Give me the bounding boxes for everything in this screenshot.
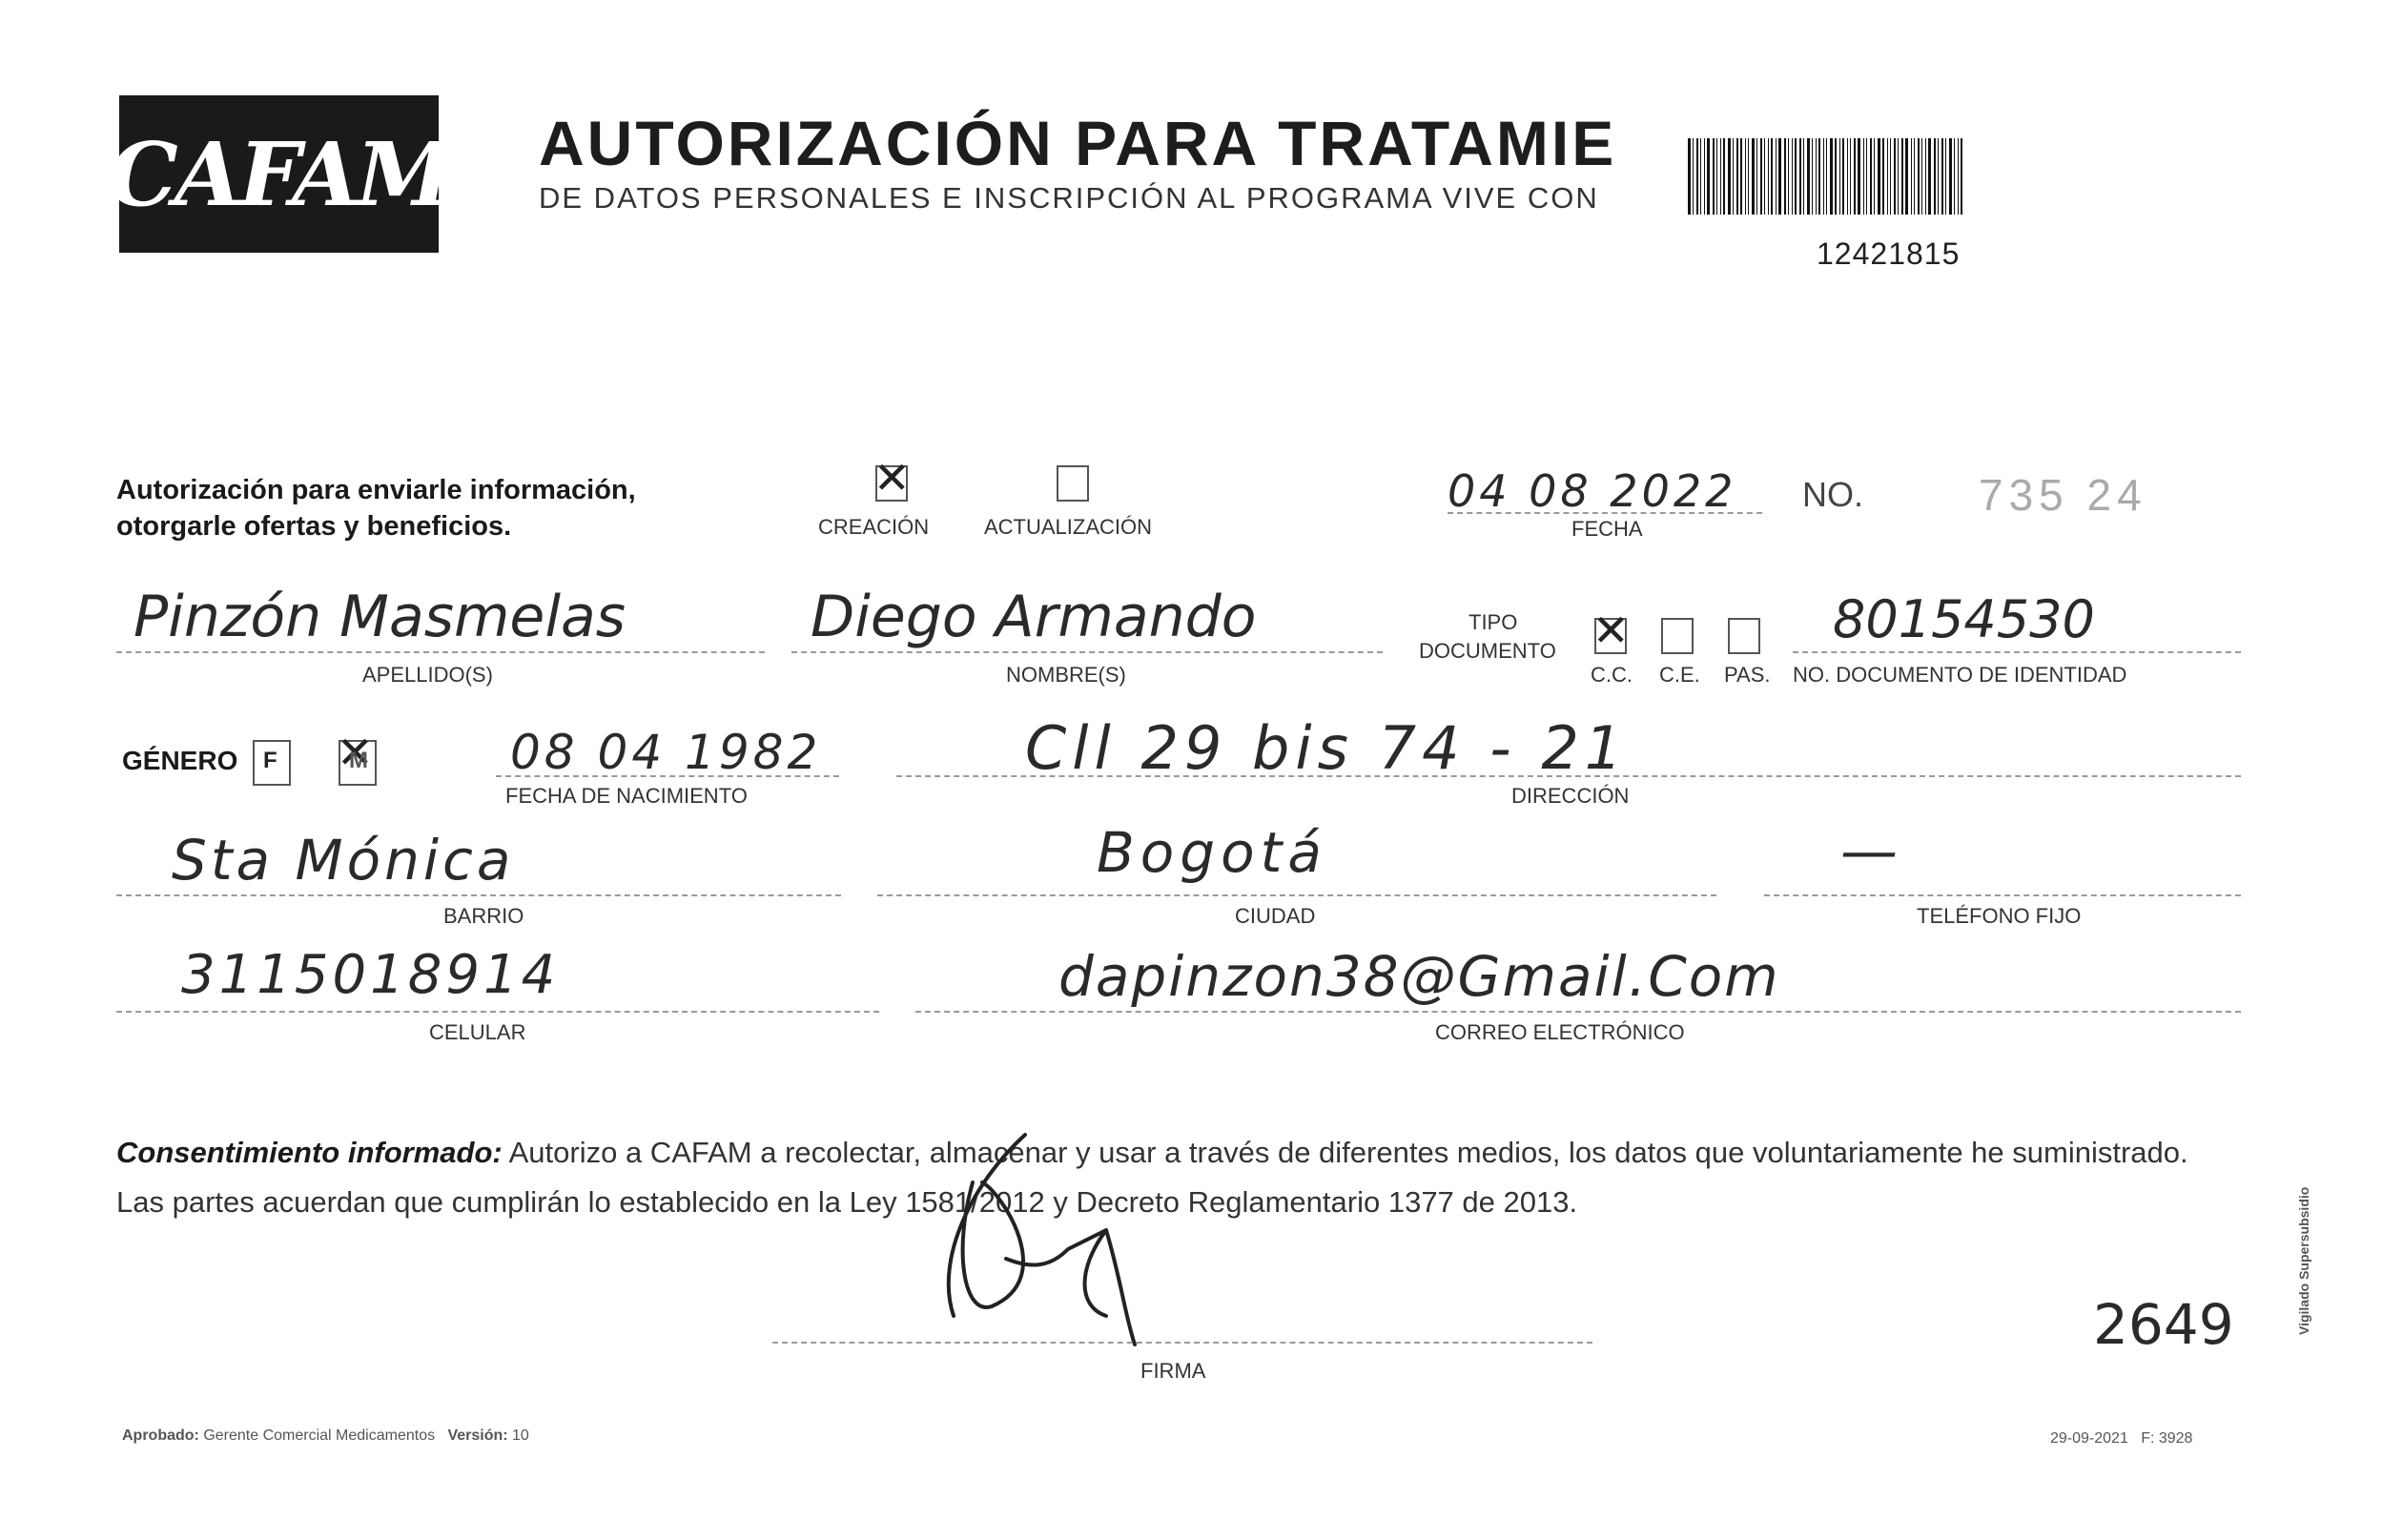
barcode-bar (1760, 138, 1762, 215)
barcode-bar (1847, 138, 1848, 215)
correo-label: CORREO ELECTRÓNICO (1435, 1020, 1685, 1044)
actualizacion-checkbox[interactable] (1057, 465, 1089, 502)
pas-checkbox[interactable] (1728, 618, 1760, 654)
barcode-bar (1878, 138, 1880, 215)
celular-label: CELULAR (429, 1020, 526, 1044)
barcode-bar (1941, 138, 1943, 215)
barcode-bar (1890, 138, 1891, 215)
barcode (1688, 138, 2079, 215)
barcode-bar (1788, 138, 1789, 215)
barcode-bar (1921, 138, 1922, 215)
barcode-bar (1733, 138, 1734, 215)
barcode-bar (1784, 138, 1786, 215)
barcode-bar (1736, 138, 1738, 215)
documento-rule (1793, 651, 2241, 653)
ciudad-value[interactable]: Bogotá (1097, 820, 1327, 885)
barcode-bar (1818, 138, 1820, 215)
form-code: F: 3928 (2141, 1430, 2193, 1447)
correo-rule (915, 1011, 2241, 1013)
barcode-bar (1792, 138, 1793, 215)
pas-label: PAS. (1724, 663, 1771, 687)
barcode-bar (1882, 138, 1884, 215)
actualizacion-label: ACTUALIZACIÓN (984, 515, 1153, 539)
tipo-label-1: TIPO (1468, 610, 1518, 634)
celular-value[interactable]: 3115018914 (181, 944, 560, 1006)
nombres-rule (791, 651, 1383, 653)
side-note: Vigilado Supersubsidio (2296, 1186, 2311, 1335)
nacimiento-rule (496, 775, 839, 777)
barcode-bar (1874, 138, 1875, 215)
barcode-bar (1716, 138, 1717, 215)
intro-line-1: Autorización para enviarle información, (116, 475, 636, 505)
barcode-bar (1768, 138, 1769, 215)
barrio-label: BARRIO (443, 904, 524, 928)
barcode-bar (1938, 138, 1939, 215)
barcode-bar (1958, 138, 1959, 215)
ce-label: C.E. (1659, 663, 1700, 687)
ciudad-rule (877, 894, 1716, 896)
barcode-bar (1839, 138, 1840, 215)
version-label: Versión: (447, 1427, 508, 1444)
genero-f-label: F (263, 748, 277, 773)
fecha-value[interactable]: 04 08 2022 (1448, 465, 1737, 517)
barcode-bar (1858, 138, 1860, 215)
creacion-label: CREACIÓN (818, 515, 930, 539)
barcode-bar (1854, 138, 1856, 215)
nacimiento-label: FECHA DE NACIMIENTO (505, 784, 748, 808)
apellidos-rule (116, 651, 765, 653)
intro-line-2: otorgarle ofertas y beneficios. (116, 511, 512, 542)
documento-value[interactable]: 80154530 (1833, 589, 2095, 649)
telefono-label: TELÉFONO FIJO (1917, 904, 2082, 928)
barrio-rule (116, 894, 841, 896)
barcode-bar (1934, 138, 1936, 215)
footer-left (122, 1427, 529, 1445)
barcode-bar (1803, 138, 1804, 215)
cc-checkbox[interactable] (1594, 618, 1627, 654)
barcode-bar (1696, 138, 1698, 215)
numero-label: NO. (1802, 475, 1864, 514)
barcode-bar (1807, 138, 1810, 215)
margin-note: 2649 (2093, 1292, 2234, 1357)
barcode-bar (1954, 138, 1955, 215)
barcode-bar (1688, 138, 1691, 215)
barcode-bar (1894, 138, 1896, 215)
direccion-label: DIRECCIÓN (1511, 784, 1630, 808)
barcode-bar (1795, 138, 1797, 215)
barcode-bar (1745, 138, 1746, 215)
aprobado-label: Aprobado: (122, 1427, 199, 1444)
documento-label: NO. DOCUMENTO DE IDENTIDAD (1793, 663, 2127, 687)
numero-value: 735 24 (1979, 470, 2147, 520)
barcode-bar (1870, 138, 1872, 215)
barcode-number: 12421815 (1817, 236, 1961, 271)
barcode-bar (1866, 138, 1867, 215)
genero-label: GÉNERO (122, 746, 238, 775)
barcode-bar (1961, 138, 1962, 215)
form-subtitle: DE DATOS PERSONALES E INSCRIPCIÓN AL PROGRAMA VIVE CON (539, 181, 1599, 215)
tipo-label-2: DOCUMENTO (1419, 639, 1556, 663)
apellidos-label: APELLIDO(S) (362, 663, 493, 687)
fecha-label: FECHA (1571, 517, 1643, 541)
barcode-bar (1887, 138, 1888, 215)
aprobado-value: Gerente Comercial Medicamentos (203, 1427, 436, 1444)
barcode-bar (1914, 138, 1915, 215)
creacion-checkbox[interactable] (875, 465, 908, 502)
barcode-bar (1945, 138, 1946, 215)
barcode-bar (1905, 138, 1908, 215)
barcode-bar (1700, 138, 1701, 215)
barcode-bar (1823, 138, 1824, 215)
barcode-bar (1740, 138, 1742, 215)
telefono-rule (1764, 894, 2241, 896)
direccion-value[interactable]: Cll 29 bis 74 - 21 (1025, 713, 1629, 783)
barcode-bar (1812, 138, 1813, 215)
barcode-bar (1704, 138, 1705, 215)
barcode-bar (1707, 138, 1710, 215)
barcode-bar (1778, 138, 1781, 215)
barcode-bar (1949, 138, 1952, 215)
intro-text (116, 472, 636, 544)
firma-label: FIRMA (1140, 1359, 1206, 1383)
telefono-value[interactable]: — (1840, 818, 1898, 885)
form-title: AUTORIZACIÓN PARA TRATAMIE (539, 108, 1617, 178)
barcode-bar (1816, 138, 1817, 215)
nombres-value[interactable]: Diego Armando (811, 584, 1257, 650)
logo-text: CAFAM (108, 122, 450, 226)
nacimiento-value[interactable]: 08 04 1982 (510, 725, 822, 780)
celular-rule (116, 1011, 879, 1013)
barcode-bar (1776, 138, 1777, 215)
date-code: 29-09-2021 (2050, 1430, 2128, 1447)
consent-heading: Consentimiento informado: (116, 1136, 503, 1169)
barcode-bar (1723, 138, 1725, 215)
barcode-bar (1693, 138, 1694, 215)
version-value: 10 (512, 1427, 529, 1444)
barcode-bar (1898, 138, 1899, 215)
barcode-bar (1713, 138, 1715, 215)
nombres-label: NOMBRE(S) (1006, 663, 1126, 687)
barcode-bar (1771, 138, 1773, 215)
genero-m-label: M (349, 748, 368, 773)
cafam-logo (108, 95, 450, 253)
barcode-bar (1752, 138, 1755, 215)
barcode-bar (1728, 138, 1731, 215)
consent-text-1: Autorizo a CAFAM a recolectar, almacenar y usar a través de diferentes medios, los datos que voluntariamente he suministrado. (502, 1136, 2188, 1169)
ciudad-label: CIUDAD (1235, 904, 1316, 928)
barcode-bar (1830, 138, 1833, 215)
fecha-rule (1448, 512, 1762, 514)
barcode-bar (1918, 138, 1920, 215)
barcode-bar (1748, 138, 1749, 215)
apellidos-value[interactable]: Pinzón Masmelas (134, 584, 626, 650)
barcode-bar (1835, 138, 1837, 215)
barcode-bar (1826, 138, 1827, 215)
consent-text-2: Las partes acuerdan que cumplirán lo establecido en la Ley 1581/2012 y Decreto Reglamentario 1377 de 2013. (116, 1185, 1578, 1219)
barcode-bar (1720, 138, 1721, 215)
cc-label: C.C. (1591, 663, 1633, 687)
ce-checkbox[interactable] (1661, 618, 1694, 654)
barcode-bar (1925, 138, 1926, 215)
barrio-value[interactable]: Sta Mónica (172, 828, 515, 893)
barcode-bar (1863, 138, 1864, 215)
firma-rule (772, 1342, 1592, 1344)
barcode-bar (1901, 138, 1903, 215)
barcode-bar (1850, 138, 1851, 215)
barcode-bar (1842, 138, 1844, 215)
correo-value[interactable]: dapinzon38@Gmail.Com (1058, 944, 1780, 1009)
direccion-rule (896, 775, 2241, 777)
barcode-bar (1799, 138, 1801, 215)
barcode-bar (1764, 138, 1765, 215)
barcode-bar (1756, 138, 1757, 215)
footer-right (2050, 1430, 2192, 1448)
barcode-bar (1928, 138, 1931, 215)
signature-drawing (915, 1125, 1202, 1354)
barcode-bar (1911, 138, 1912, 215)
